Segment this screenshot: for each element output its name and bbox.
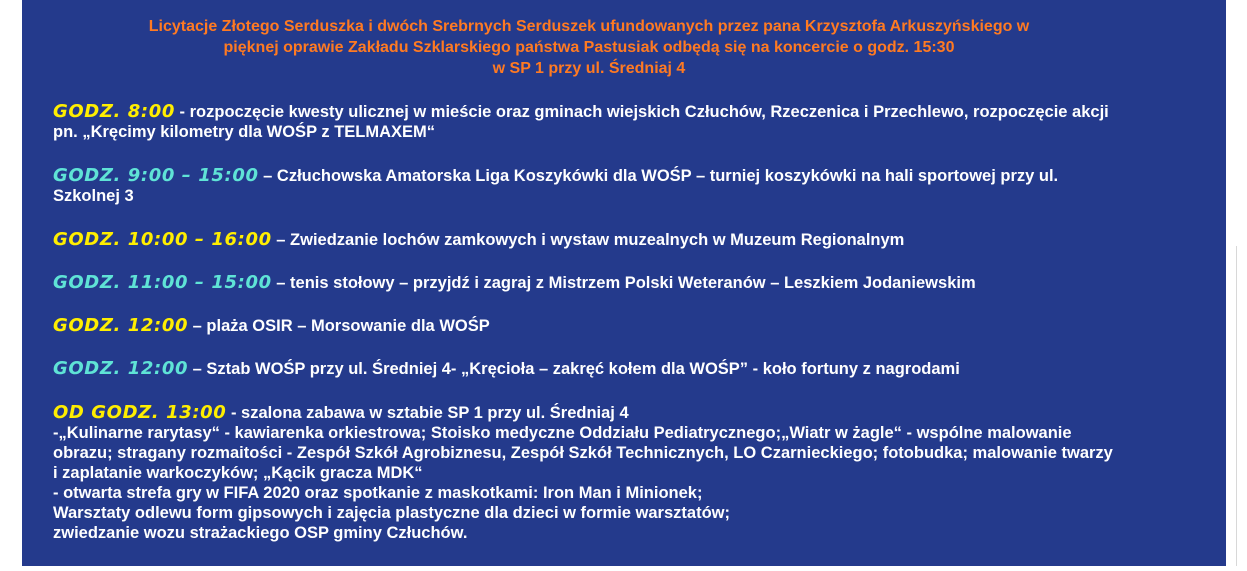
entry-detail: -„Kulinarne rarytasy“ - kawiarenka orkiestrowa; Stoisko medyczne Oddziału Pediatrycznego;„Wiatr w żagle“ - wspólne malowanie obrazu; stragany rozmaitości - Zespół Szkół Agrobiznesu, Zespół Szkół Technicznych, LO Czarnieckiego; fotobudka; malowanie twarzy i zaplatanie warkoczyków; „Kącik gracza MDK“	[53, 424, 1113, 482]
entry-detail: - otwarta strefa gry w FIFA 2020 oraz spotkanie z maskotkami: Iron Man i Minionek;	[53, 484, 703, 502]
entry-time: GODZ. 8:00	[53, 101, 175, 122]
schedule-entry-1300	[53, 403, 1113, 543]
entry-time: GODZ. 12:00	[53, 315, 189, 336]
entry-time: GODZ. 11:00 – 15:00	[53, 272, 272, 293]
entry-detail: zwiedzanie wozu strażackiego OSP gminy Człuchów.	[53, 524, 468, 542]
entry-description: – Człuchowska Amatorska Liga Koszykówki dla WOŚP – turniej koszykówki na hali sportowej przy ul. Szkolnej 3	[53, 167, 1059, 205]
entry-description: - rozpoczęcie kwesty ulicznej w mieście oraz gminach wiejskich Człuchów, Rzeczenica i Przechlewo, rozpoczęcie akcji pn. „Kręcimy kilometry dla WOŚP z TELMAXEM“	[53, 103, 1109, 141]
event-poster	[22, 0, 1226, 566]
entry-time: GODZ. 12:00	[53, 358, 189, 379]
schedule-entry-0800	[53, 102, 1113, 142]
auction-announcement	[22, 16, 1156, 79]
entry-description: – plaża OSIR – Morsowanie dla WOŚP	[188, 317, 490, 335]
schedule-entry-1200-morsowanie	[53, 316, 1213, 336]
entry-description: – tenis stołowy – przyjdź i zagraj z Mistrzem Polski Weteranów – Leszkiem Jodaniewskim	[271, 274, 976, 292]
entry-time: OD GODZ. 13:00	[53, 402, 227, 423]
announcement-line: pięknej oprawie Zakładu Szklarskiego państwa Pastusiak odbędą się na koncercie o godz. 15:30	[223, 39, 955, 56]
schedule-entry-1000	[53, 230, 1213, 250]
entry-detail: Warsztaty odlewu form gipsowych i zajęcia plastyczne dla dzieci w formie warsztatów;	[53, 504, 730, 522]
schedule-entry-1100	[53, 273, 1213, 293]
entry-description: – Sztab WOŚP przy ul. Średniej 4- „Kręcioła – zakręć kołem dla WOŚP” - koło fortuny z nagrodami	[188, 360, 960, 378]
entry-time: GODZ. 10:00 – 16:00	[53, 229, 272, 250]
schedule-entry-0900	[53, 166, 1113, 206]
entry-description: – Zwiedzanie lochów zamkowych i wystaw muzealnych w Muzeum Regionalnym	[271, 231, 905, 249]
entry-time: GODZ. 9:00 – 15:00	[53, 165, 259, 186]
announcement-line: w SP 1 przy ul. Średniaj 4	[492, 60, 686, 77]
schedule-entry-1200-sztab	[53, 359, 1213, 379]
entry-description: - szalona zabawa w sztabie SP 1 przy ul. Średniaj 4	[226, 404, 629, 422]
page-edge-divider	[1236, 246, 1237, 566]
announcement-line: Licytacje Złotego Serduszka i dwóch Srebrnych Serduszek ufundowanych przez pana Krzysztofa Arkuszyńskiego w	[148, 18, 1030, 35]
